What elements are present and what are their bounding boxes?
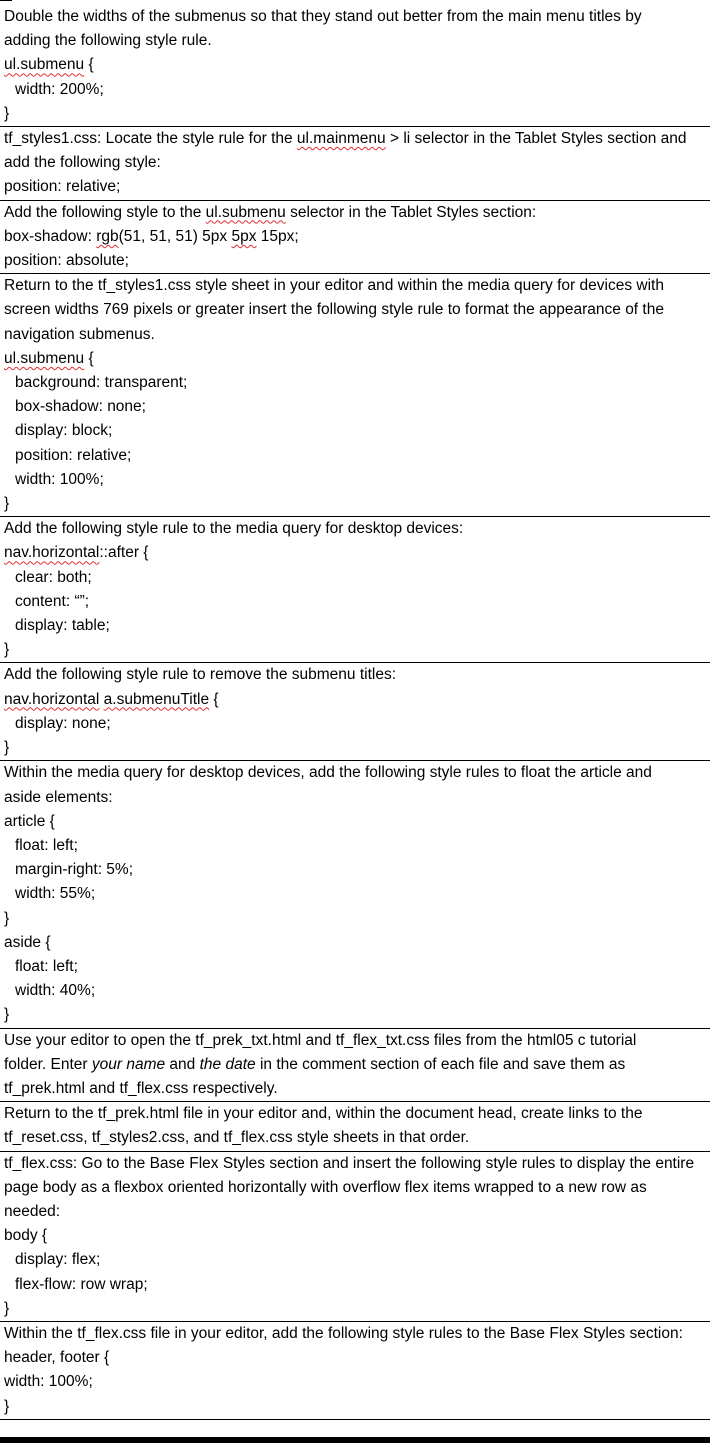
instructions-body [0,5,710,1419]
text-segment: { [209,690,219,708]
text-segment: float: left; [15,836,78,854]
text-segment: box-shadow: [4,227,97,245]
text-line [4,786,710,810]
text-segment: tf_prek.html and tf_flex.css respectively. [4,1079,278,1097]
instruction-cell [0,663,710,761]
text-segment: ::after { [99,544,149,562]
text-segment: header, footer { [4,1349,110,1367]
spellcheck-flagged-word: ul.submenu [205,203,286,221]
text-segment: body { [4,1227,48,1245]
instruction-row [0,1028,710,1102]
text-segment: Return to the tf_styles1.css style sheet in your editor and within the media query for devices with [4,277,664,295]
text-segment: background: transparent; [15,374,188,392]
text-segment: Return to the tf_prek.html file in your editor and, within the document head, create links to the [4,1105,643,1123]
text-line [4,712,710,736]
text-line [4,201,710,225]
text-line [4,1126,710,1150]
text-segment: width: 40%; [15,982,96,1000]
text-segment: flex-flow: row wrap; [15,1275,148,1293]
instruction-cell [0,200,710,274]
text-segment: position: absolute; [4,252,129,270]
text-line [4,931,710,955]
text-segment: > li selector in the Tablet Styles section and [385,130,687,148]
text-line [4,1370,710,1394]
instruction-cell [0,1102,710,1151]
instruction-row [0,1321,710,1419]
text-line [4,249,710,273]
text-segment: } [4,1299,10,1317]
instruction-cell [0,1321,710,1419]
instruction-row [0,127,710,201]
text-segment: in the comment section of each file and save them as [255,1055,626,1073]
text-segment: tf_flex.css: Go to the Base Flex Styles section and insert the following style rules to display the entire [4,1154,695,1172]
text-segment: adding the following style rule. [4,32,212,50]
text-segment: display: flex; [15,1251,101,1269]
text-line [4,1102,710,1126]
text-line [4,1273,710,1297]
text-segment: } [4,1397,10,1415]
text-segment: folder. Enter [4,1055,92,1073]
text-line [4,127,710,151]
text-segment: the date [199,1055,256,1073]
text-line [4,736,710,760]
instruction-cell [0,1151,710,1321]
instruction-cell [0,127,710,201]
text-line [4,102,710,126]
text-line [4,151,710,175]
text-segment: aside elements: [4,788,113,806]
text-line [4,566,710,590]
spellcheck-flagged-word: 5px [231,227,257,245]
text-line [4,323,710,347]
text-segment: { [84,349,94,367]
text-line [4,1053,710,1077]
text-segment: display: block; [15,422,113,440]
text-line [4,1077,710,1101]
text-segment: Within the tf_flex.css file in your editor, add the following style rules to the Base Flex Styles section: [4,1324,683,1342]
text-line [4,53,710,77]
text-line [4,444,710,468]
text-segment: box-shadow: none; [15,398,146,416]
text-segment: width: 200%; [15,80,104,98]
text-segment: tf_styles1.css: Locate the style rule for the [4,130,297,148]
text-line [4,175,710,199]
text-segment: width: 100%; [15,470,104,488]
text-line [4,78,710,102]
text-segment: navigation submenus. [4,325,155,343]
text-segment: } [4,1006,10,1024]
text-line [4,590,710,614]
text-line [4,29,710,53]
text-segment: } [4,104,10,122]
text-segment: tf_reset.css, tf_styles2.css, and tf_flex.css style sheets in that order. [4,1129,470,1147]
text-segment: and [165,1055,200,1073]
text-segment: Add the following style rule to the media query for desktop devices: [4,520,464,538]
text-line [4,1176,710,1200]
text-line [4,347,710,371]
text-segment: width: 100%; [4,1373,93,1391]
text-segment: } [4,641,10,659]
text-segment: Add the following style to the [4,203,206,221]
text-line [4,955,710,979]
text-line [4,1248,710,1272]
spellcheck-flagged-word: rgb [96,227,119,245]
bottom-rule [0,1437,710,1443]
text-line [4,274,710,298]
text-line [4,298,710,322]
instruction-row [0,761,710,1028]
spellcheck-flagged-word: ul.submenu [4,56,85,74]
text-line [4,468,710,492]
text-line [4,5,710,29]
instruction-cell [0,761,710,1028]
text-segment: Double the widths of the submenus so that they stand out better from the main menu titles by [4,8,642,25]
text-segment: page body as a flexbox oriented horizontally with overflow flex items wrapped to a new row as [4,1178,647,1196]
instruction-cell [0,274,710,517]
text-segment: position: relative; [4,178,121,196]
spellcheck-flagged-word: nav.horizontal [4,690,100,708]
text-line [4,419,710,443]
text-line [4,638,710,662]
spellcheck-flagged-word: ul.submenu [4,349,85,367]
text-segment: } [4,739,10,757]
instruction-row [0,663,710,761]
text-segment: Add the following style rule to remove the submenu titles: [4,666,397,684]
text-segment: selector in the Tablet Styles section: [285,203,537,221]
text-line [4,1224,710,1248]
text-segment: content: “”; [15,592,90,610]
text-segment: position: relative; [15,446,132,464]
text-segment: width: 55%; [15,885,96,903]
instruction-row [0,517,710,663]
top-rule [0,0,12,1]
text-line [4,761,710,785]
text-line [4,1029,710,1053]
text-line [4,614,710,638]
text-line [4,907,710,931]
text-segment: needed: [4,1202,61,1220]
text-line [4,492,710,516]
text-line [4,541,710,565]
text-segment: aside { [4,933,51,951]
text-segment: Use your editor to open the tf_prek_txt.html and tf_flex_txt.css files from the html05 c tutorial [4,1031,637,1049]
text-segment: } [4,495,10,513]
text-line [4,1003,710,1027]
spellcheck-flagged-word: ul.mainmenu [296,130,386,148]
instruction-cell [0,5,710,127]
text-line [4,858,710,882]
instruction-row [0,5,710,127]
instructions-table [0,5,710,1420]
text-line [4,979,710,1003]
instruction-row [0,274,710,517]
text-segment: add the following style: [4,154,161,172]
text-line [4,371,710,395]
text-segment: (51, 51, 51) 5px [118,227,232,245]
text-line [4,1395,710,1419]
instruction-cell [0,1028,710,1102]
text-line [4,1152,710,1176]
text-line [4,1322,710,1346]
text-segment: float: left; [15,957,78,975]
text-line [4,810,710,834]
text-line [4,1200,710,1224]
instruction-row [0,200,710,274]
text-line [4,882,710,906]
spellcheck-flagged-word: a.submenuTitle [103,690,210,708]
text-segment: } [4,909,10,927]
text-line [4,1297,710,1321]
text-line [4,663,710,687]
text-line [4,225,710,249]
text-line [4,688,710,712]
text-segment: display: none; [15,714,111,732]
text-segment: article { [4,812,55,830]
text-segment: clear: both; [15,568,92,586]
text-segment: display: table; [15,617,110,635]
text-segment: margin-right: 5%; [15,861,134,879]
text-segment: { [84,56,94,74]
spellcheck-flagged-word: nav.horizontal [4,544,100,562]
instruction-cell [0,517,710,663]
text-line [4,834,710,858]
text-line [4,395,710,419]
text-segment: screen widths 769 pixels or greater insert the following style rule to format the appearance of the [4,301,664,319]
text-line [4,517,710,541]
instruction-row [0,1151,710,1321]
text-segment: Within the media query for desktop devices, add the following style rules to float the article and [4,764,652,782]
text-segment: your name [91,1055,166,1073]
text-segment: 15px; [256,227,299,245]
text-line [4,1346,710,1370]
instruction-row [0,1102,710,1151]
